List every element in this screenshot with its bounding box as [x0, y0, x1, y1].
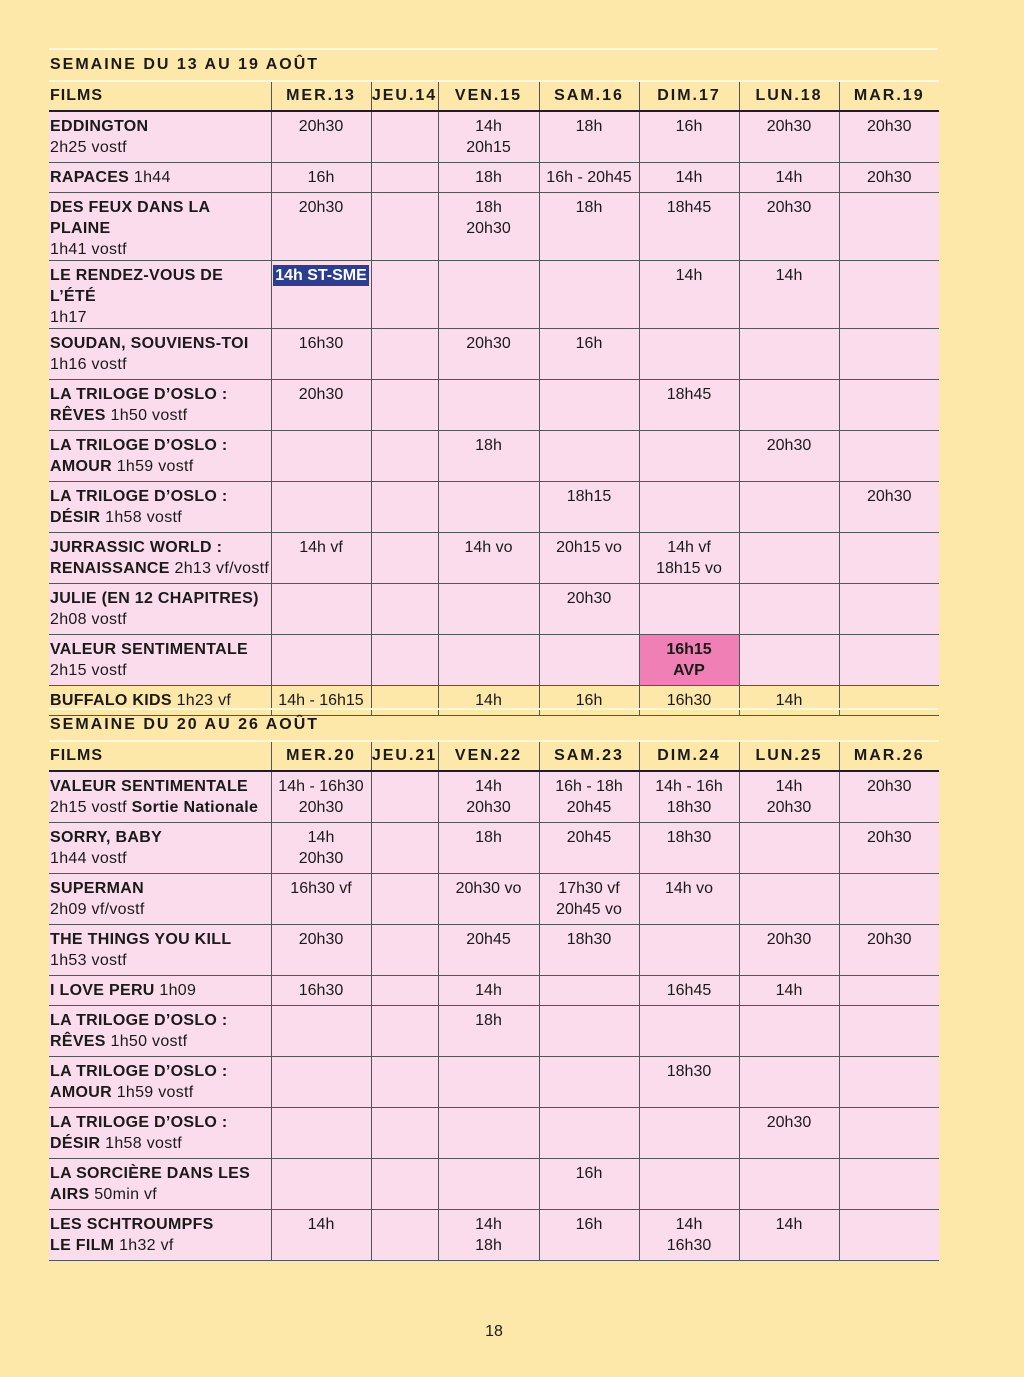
showtime-cell: 14h — [639, 260, 739, 328]
showtime-cell — [739, 1056, 839, 1107]
film-duration: 1h59 vostf — [116, 1083, 194, 1101]
showtime-cell — [839, 260, 939, 328]
accessibility-badge: 14h ST-SME — [275, 266, 367, 284]
showtime-cell — [271, 430, 371, 481]
showtime-cell: 14h 18h — [438, 1209, 539, 1260]
film-cell — [49, 822, 271, 873]
showtime-cell — [639, 1158, 739, 1209]
film-title: VALEUR SENTIMENTALE — [50, 640, 248, 658]
table-row — [49, 1107, 939, 1158]
table-row — [49, 379, 939, 430]
showtime-cell: 16h — [271, 162, 371, 192]
showtime-cell: 14h — [739, 260, 839, 328]
film-title: RÊVES — [50, 1032, 106, 1050]
showtime-cell: 14h vf — [271, 532, 371, 583]
showtime-cell — [839, 1056, 939, 1107]
film-title: RÊVES — [50, 406, 106, 424]
film-title: RAPACES — [50, 168, 130, 186]
showtime-cell — [371, 192, 438, 260]
film-title: RENAISSANCE — [50, 559, 170, 577]
showtime-cell — [371, 1056, 438, 1107]
showtime-cell — [438, 1158, 539, 1209]
showtime-cell — [639, 583, 739, 634]
showtime-cell — [371, 1005, 438, 1056]
film-duration: 50min vf — [94, 1185, 158, 1203]
showtime-cell: 20h30 — [739, 192, 839, 260]
showtime-cell: 14h — [739, 685, 839, 715]
showtime-cell — [539, 379, 639, 430]
showtime-cell: 14h - 16h 18h30 — [639, 771, 739, 822]
showtime-cell: 20h30 — [739, 924, 839, 975]
film-duration: 1h44 — [133, 168, 171, 186]
film-title: AMOUR — [50, 1083, 112, 1101]
showtime-cell: 18h15 — [539, 481, 639, 532]
showtime-cell — [539, 1107, 639, 1158]
film-title: LA TRILOGE D’OSLO : — [50, 487, 228, 505]
film-cell — [49, 873, 271, 924]
showtime-cell — [271, 1056, 371, 1107]
showtime-cell: 14h — [739, 975, 839, 1005]
showtime-cell — [839, 328, 939, 379]
film-title: DES FEUX DANS LA PLAINE — [50, 198, 210, 237]
film-duration: 1h50 vostf — [110, 406, 188, 424]
showtime-cell: 14h - 16h30 20h30 — [271, 771, 371, 822]
showtime-cell: 14h - 16h15 — [271, 685, 371, 715]
film-title: JURRASSIC WORLD : — [50, 538, 223, 556]
showtime-cell: 20h30 — [271, 379, 371, 430]
showtime-cell — [839, 430, 939, 481]
showtime-cell: 14h — [639, 162, 739, 192]
table-row — [49, 1056, 939, 1107]
table-row — [49, 1209, 939, 1260]
showtime-cell — [739, 1005, 839, 1056]
showtime-cell — [539, 1056, 639, 1107]
showtime-cell: 20h30 — [839, 822, 939, 873]
showtime-cell: 20h30 — [539, 583, 639, 634]
showtime-cell — [371, 328, 438, 379]
film-title: DÉSIR — [50, 508, 101, 526]
showtime-cell: 16h - 20h45 — [539, 162, 639, 192]
week-1-section — [49, 48, 938, 716]
film-title: LE FILM — [50, 1236, 115, 1254]
showtime-cell — [371, 1158, 438, 1209]
showtime-cell: 16h45 — [639, 975, 739, 1005]
showtime-cell — [839, 532, 939, 583]
table-row — [49, 924, 939, 975]
showtime-cell: 14h 16h30 — [639, 1209, 739, 1260]
header-day: MER.20 — [271, 741, 371, 771]
film-title: I LOVE PERU — [50, 981, 155, 999]
header-day: LUN.25 — [739, 741, 839, 771]
film-title: LA TRILOGE D’OSLO : — [50, 385, 228, 403]
film-cell — [49, 1056, 271, 1107]
film-cell — [49, 379, 271, 430]
showtime-cell — [438, 634, 539, 685]
film-cell — [49, 1107, 271, 1158]
showtime-cell: 20h30 — [739, 1107, 839, 1158]
showtime-cell — [371, 111, 438, 162]
film-title: LE RENDEZ-VOUS DE L’ÉTÉ — [50, 266, 224, 305]
showtime-cell: 14h 20h15 — [438, 111, 539, 162]
showtime-cell: 16h — [539, 685, 639, 715]
showtime-cell — [438, 260, 539, 328]
showtime-cell — [839, 975, 939, 1005]
showtime-cell: 16h — [639, 111, 739, 162]
showtime-cell — [839, 634, 939, 685]
showtime-cell — [371, 162, 438, 192]
showtime-cell — [271, 260, 371, 328]
table-row — [49, 634, 939, 685]
showtime-cell: 20h30 — [839, 162, 939, 192]
showtime-cell: 20h45 — [539, 822, 639, 873]
showtime-cell — [271, 634, 371, 685]
showtime-cell — [539, 1005, 639, 1056]
film-cell — [49, 1005, 271, 1056]
showtime-cell — [438, 1056, 539, 1107]
film-cell — [49, 260, 271, 328]
showtime-cell — [438, 1107, 539, 1158]
showtime-cell — [371, 822, 438, 873]
film-cell — [49, 532, 271, 583]
film-title: LA TRILOGE D’OSLO : — [50, 436, 228, 454]
showtime-cell — [639, 1005, 739, 1056]
showtime-cell — [371, 583, 438, 634]
showtime-cell — [639, 481, 739, 532]
showtime-cell: 16h - 18h 20h45 — [539, 771, 639, 822]
film-cell — [49, 111, 271, 162]
showtime-cell: 18h30 — [539, 924, 639, 975]
showtime-cell — [371, 532, 438, 583]
showtime-cell: 14h — [739, 1209, 839, 1260]
showtime-cell — [739, 583, 839, 634]
film-cell — [49, 481, 271, 532]
showtime-cell: 14h vo — [639, 873, 739, 924]
header-row — [49, 81, 939, 111]
film-duration: 1h17 — [50, 308, 87, 326]
showtime-cell: 20h30 vo — [438, 873, 539, 924]
showtime-cell: 20h30 — [839, 111, 939, 162]
header-day: MAR.26 — [839, 741, 939, 771]
showtime-cell — [271, 1158, 371, 1209]
film-cell — [49, 328, 271, 379]
header-day: JEU.21 — [371, 741, 438, 771]
header-day: MER.13 — [271, 81, 371, 111]
film-title: LA TRILOGE D’OSLO : — [50, 1011, 228, 1029]
header-row — [49, 741, 939, 771]
film-title: LA TRILOGE D’OSLO : — [50, 1062, 228, 1080]
showtime-cell — [639, 430, 739, 481]
film-title: AIRS — [50, 1185, 90, 1203]
showtime-cell: 16h — [539, 1209, 639, 1260]
showtime-cell: 14h 20h30 — [739, 771, 839, 822]
film-duration: 1h44 vostf — [50, 849, 127, 867]
showtime-cell: 20h30 — [271, 192, 371, 260]
schedule-table — [49, 80, 939, 716]
film-cell — [49, 924, 271, 975]
film-duration: 1h32 vf — [119, 1236, 174, 1254]
showtime-cell — [371, 634, 438, 685]
showtime-cell — [739, 481, 839, 532]
film-title: LA SORCIÈRE DANS LES — [50, 1164, 251, 1182]
showtime-cell: 20h30 — [839, 771, 939, 822]
showtime-cell — [839, 1209, 939, 1260]
showtime-cell — [739, 379, 839, 430]
showtime-cell: 16h30 — [271, 328, 371, 379]
showtime-cell: 17h30 vf 20h45 vo — [539, 873, 639, 924]
showtime-cell: 20h45 — [438, 924, 539, 975]
page-number: 18 — [485, 1323, 503, 1340]
film-duration: 2h13 vf/vostf — [174, 559, 270, 577]
table-row — [49, 111, 939, 162]
table-row — [49, 873, 939, 924]
showtime-cell: 14h — [739, 162, 839, 192]
showtime-cell — [371, 924, 438, 975]
showtime-cell — [839, 1005, 939, 1056]
header-day: LUN.18 — [739, 81, 839, 111]
film-duration: 1h16 vostf — [50, 355, 127, 373]
film-duration: 1h09 — [159, 981, 197, 999]
showtime-cell: 18h30 — [639, 822, 739, 873]
showtime-cell — [839, 1158, 939, 1209]
showtime-cell — [539, 430, 639, 481]
showtime-cell — [371, 1107, 438, 1158]
table-row — [49, 481, 939, 532]
showtime-cell: 14h — [438, 685, 539, 715]
showtime-cell — [438, 379, 539, 430]
film-duration: 1h59 vostf — [116, 457, 194, 475]
table-row — [49, 260, 939, 328]
showtime-cell — [371, 430, 438, 481]
showtime-cell: 14h vf 18h15 vo — [639, 532, 739, 583]
table-row — [49, 192, 939, 260]
showtime-cell: 20h15 vo — [539, 532, 639, 583]
header-day: SAM.16 — [539, 81, 639, 111]
week-2-section — [49, 708, 938, 1261]
showtime-cell — [739, 634, 839, 685]
table-row — [49, 162, 939, 192]
showtime-cell — [438, 583, 539, 634]
showtime-cell — [371, 481, 438, 532]
showtime-cell: 18h45 — [639, 192, 739, 260]
showtime-cell: 20h30 — [271, 924, 371, 975]
film-title: THE THINGS YOU KILL — [50, 930, 232, 948]
table-row — [49, 430, 939, 481]
film-title: LA TRILOGE D’OSLO : — [50, 1113, 228, 1131]
showtime-cell: 18h — [438, 162, 539, 192]
film-cell — [49, 1158, 271, 1209]
header-day: VEN.15 — [438, 81, 539, 111]
showtime-cell — [639, 1107, 739, 1158]
film-duration: 1h50 vostf — [110, 1032, 188, 1050]
film-duration: 1h23 vf — [176, 691, 232, 709]
film-title: DÉSIR — [50, 1134, 101, 1152]
showtime-cell — [271, 1107, 371, 1158]
showtime-cell — [438, 481, 539, 532]
showtime-cell — [371, 771, 438, 822]
showtime-cell — [371, 379, 438, 430]
film-title: EDDINGTON — [50, 118, 149, 135]
film-cell — [49, 192, 271, 260]
table-row — [49, 328, 939, 379]
showtime-cell: 20h30 — [271, 111, 371, 162]
showtime-cell — [539, 634, 639, 685]
film-title: BUFFALO KIDS — [50, 691, 172, 709]
showtime-cell: 16h — [539, 328, 639, 379]
showtime-cell: 18h — [438, 1005, 539, 1056]
film-duration: 1h53 vostf — [50, 951, 127, 969]
showtime-cell: 20h30 — [739, 111, 839, 162]
header-day: DIM.24 — [639, 741, 739, 771]
showtime-cell: 18h45 — [639, 379, 739, 430]
table-row — [49, 822, 939, 873]
showtime-cell: 18h30 — [639, 1056, 739, 1107]
showtime-cell: 18h — [438, 430, 539, 481]
film-title: SORRY, BABY — [50, 828, 163, 846]
showtime-cell: 20h30 — [438, 328, 539, 379]
showtime-cell — [639, 328, 739, 379]
table-row — [49, 771, 939, 822]
film-duration: 2h25 vostf — [50, 139, 127, 156]
header-films: FILMS — [49, 81, 271, 111]
week-title: SEMAINE DU 20 AU 26 AOÛT — [49, 708, 938, 740]
showtime-cell: 14h 20h30 — [438, 771, 539, 822]
table-row — [49, 532, 939, 583]
showtime-cell: 14h — [271, 1209, 371, 1260]
showtime-cell: 16h15 AVP — [639, 634, 739, 685]
film-cell — [49, 430, 271, 481]
release-note: Sortie Nationale — [131, 799, 259, 816]
showtime-cell: 14h 20h30 — [271, 822, 371, 873]
film-title: LES SCHTROUMPFS — [50, 1215, 214, 1233]
showtime-cell — [739, 822, 839, 873]
film-cell — [49, 1209, 271, 1260]
showtime-cell — [371, 873, 438, 924]
showtime-cell: 18h — [539, 192, 639, 260]
header-films: FILMS — [49, 741, 271, 771]
film-title: SUPERMAN — [50, 879, 144, 897]
showtime-cell — [739, 328, 839, 379]
showtime-cell: 18h 20h30 — [438, 192, 539, 260]
showtime-cell — [539, 260, 639, 328]
film-duration: 2h15 vostf — [50, 661, 127, 679]
showtime-cell: 14h — [438, 975, 539, 1005]
showtime-cell — [739, 532, 839, 583]
film-duration: 1h58 vostf — [105, 508, 182, 526]
showtime-cell: 20h30 — [839, 924, 939, 975]
film-title: SOUDAN, SOUVIENS-TOI — [50, 334, 249, 352]
showtime-cell: 20h30 — [839, 481, 939, 532]
showtime-cell — [271, 481, 371, 532]
showtime-cell — [739, 873, 839, 924]
showtime-cell — [839, 192, 939, 260]
table-row — [49, 1005, 939, 1056]
showtime-cell: 18h — [438, 822, 539, 873]
schedule-table — [49, 740, 939, 1261]
header-day: VEN.22 — [438, 741, 539, 771]
film-title: JULIE (EN 12 CHAPITRES) — [50, 589, 259, 607]
film-cell — [49, 162, 271, 192]
film-duration: 2h15 vostf — [50, 799, 127, 816]
film-duration: 2h09 vf/vostf — [50, 900, 145, 918]
film-duration: 1h58 vostf — [105, 1134, 182, 1152]
showtime-cell: 18h — [539, 111, 639, 162]
film-duration: 2h08 vostf — [50, 610, 127, 628]
showtime-cell — [839, 583, 939, 634]
film-cell — [49, 583, 271, 634]
showtime-cell — [839, 379, 939, 430]
showtime-cell — [371, 975, 438, 1005]
showtime-cell: 16h30 — [271, 975, 371, 1005]
showtime-cell — [839, 873, 939, 924]
showtime-cell — [271, 1005, 371, 1056]
showtime-cell: 16h30 — [639, 685, 739, 715]
showtime-cell: 16h30 vf — [271, 873, 371, 924]
showtime-cell — [839, 1107, 939, 1158]
film-cell — [49, 634, 271, 685]
table-row — [49, 975, 939, 1005]
film-duration: 1h41 vostf — [50, 240, 127, 258]
header-day: SAM.23 — [539, 741, 639, 771]
showtime-cell: 16h — [539, 1158, 639, 1209]
showtime-cell: 14h vo — [438, 532, 539, 583]
week-title: SEMAINE DU 13 AU 19 AOÛT — [49, 48, 938, 80]
showtime-cell: 20h30 — [739, 430, 839, 481]
film-title: VALEUR SENTIMENTALE — [50, 778, 248, 795]
showtime-cell — [639, 924, 739, 975]
showtime-cell — [539, 975, 639, 1005]
header-day: MAR.19 — [839, 81, 939, 111]
showtime-cell — [371, 1209, 438, 1260]
showtime-cell — [371, 260, 438, 328]
table-row — [49, 583, 939, 634]
showtime-cell — [271, 583, 371, 634]
header-day: JEU.14 — [371, 81, 438, 111]
film-title: AMOUR — [50, 457, 112, 475]
table-row — [49, 1158, 939, 1209]
film-cell — [49, 975, 271, 1005]
showtime-cell — [739, 1158, 839, 1209]
film-cell — [49, 771, 271, 822]
header-day: DIM.17 — [639, 81, 739, 111]
